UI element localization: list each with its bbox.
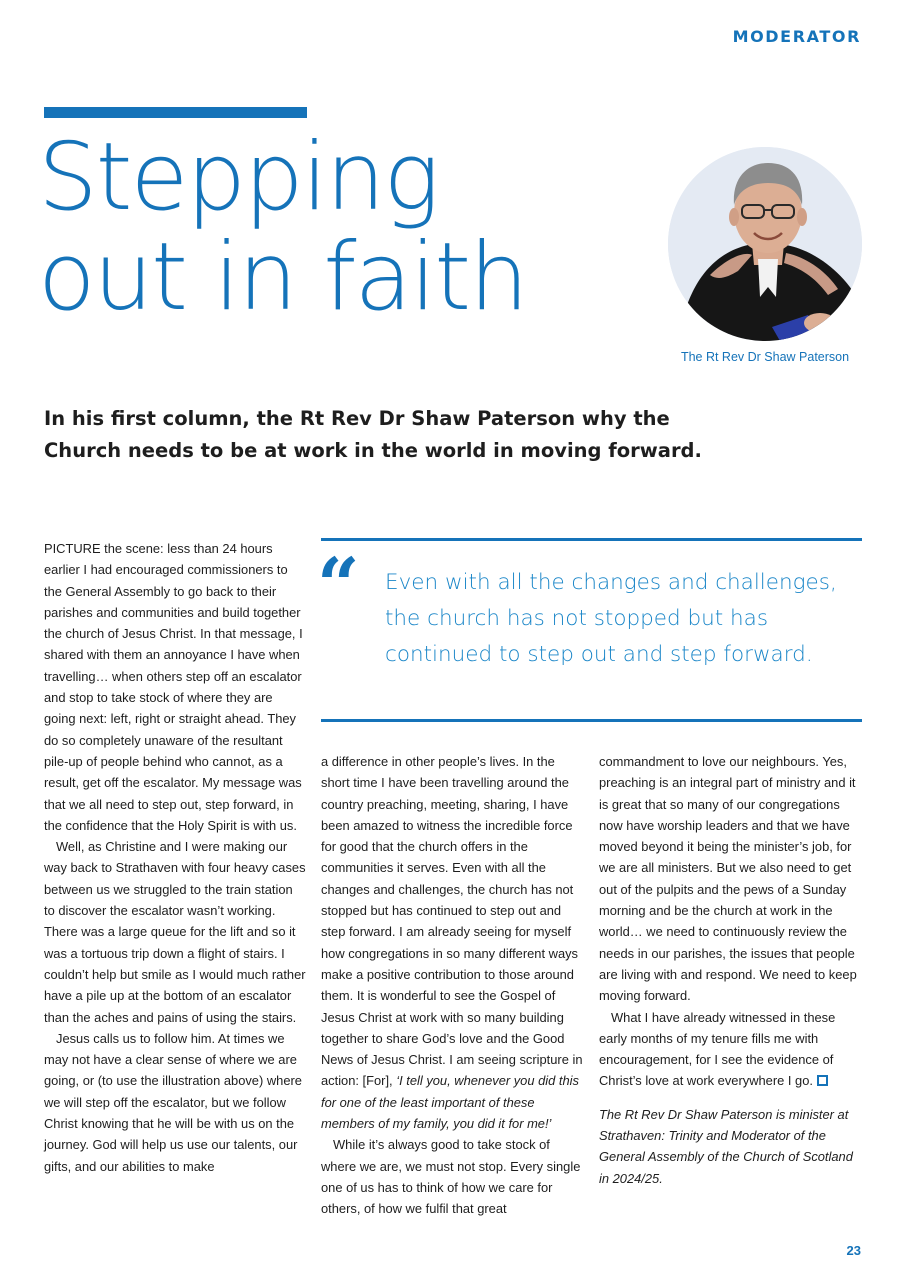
body-column-3 <box>599 751 862 1189</box>
title-accent-bar <box>44 107 307 118</box>
page-number: 23 <box>846 1243 861 1258</box>
body-paragraph: While it’s always good to take stock of where we are, we must not stop. Every single one of us has to think of how we care for others, of how we fulfil that great <box>321 1137 581 1217</box>
portrait-caption: The Rt Rev Dr Shaw Paterson <box>680 350 850 364</box>
body-text: What I have already witnessed in these early months of my tenure fills me with encouragement, for I see the evidence of Christ’s love at work everywhere I go. <box>599 1009 836 1089</box>
headline-line-2: out in faith <box>38 223 527 332</box>
body-text: a difference in other people’s lives. In the short time I have been travelling around the country preaching, meeting, sharing, I have been amazed to witness the incredible force for good that the church offers in the communities it serves. Even with all the changes and challenges, the church has not stopped but has continued to step out and step forward. I am already seeing for myself how congregations in so many different ways make a positive contribution to those around them. It is wonderful to see the Gospel of Jesus Christ at work with so many building together to share God’s love and the Good News of Jesus Christ. I am seeing scripture in action: [For], <box>321 754 583 1089</box>
body-column-1 <box>44 538 306 1177</box>
standfirst-line-2: Church needs to be at work in the world in moving forward. <box>44 439 702 462</box>
pull-quote-text: Even with all the changes and challenges, the church has not stopped but has continued to step out and step forward. <box>385 570 837 667</box>
headline <box>38 123 527 332</box>
section-tag: MODERATOR <box>732 27 861 46</box>
moderator-portrait <box>668 147 862 341</box>
body-paragraph: Well, as Christine and I were making our way back to Strathaven with four heavy cases between us we struggled to the train station to discover the escalator wasn’t working. There was a large queue for the lift and so it was a tortuous trip down a flight of stairs. I couldn’t help but smile as I would much rather have a pile up at the bottom of an escalator than the aches and pains of using the stairs. <box>44 839 306 1025</box>
standfirst-line-1: In his first column, the Rt Rev Dr Shaw Paterson why the <box>44 407 670 430</box>
portrait-illustration <box>668 147 862 341</box>
body-paragraph <box>321 751 584 1134</box>
scripture-quote: ‘I tell you, whenever you did this for one of the least important of these members of my family, you did it for me!’ <box>321 1073 579 1132</box>
body-paragraph <box>599 1007 862 1092</box>
quote-mark-icon: “ <box>317 543 360 629</box>
author-bio: The Rt Rev Dr Shaw Paterson is minister at Strathaven: Trinity and Moderator of the General Assembly of the Church of Scotland in 2024/25. <box>599 1106 853 1186</box>
standfirst <box>44 403 704 467</box>
end-mark-icon <box>817 1075 828 1086</box>
body-paragraph: Jesus calls us to follow him. At times we may not have a clear sense of where we are going, or (to use the illustration above) where we will step off the escalator, but we follow Christ knowing that he will be with us on the journey. God will help us use our talents, our gifts, and our abilities to make <box>44 1030 302 1174</box>
body-paragraph: PICTURE the scene: less than 24 hours earlier I had encouraged commissioners to the General Assembly to go back to their parishes and communities and build together the church of Jesus Christ. In that message, I shared with them an annoyance I have when travelling… when others step off an escalator and stop to take stock of where they are going next: left, right or straight ahead. They do so completely unaware of the resultant pile-up of people behind who cannot, as a result, get off the escalator. My message was that we all need to step out, step forward, in the confidence that the Holy Spirit is with us. <box>44 541 303 833</box>
body-paragraph: commandment to love our neighbours. Yes, preaching is an integral part of ministry and it is great that so many of our congregations now have worship leaders and that we have moved beyond it being the minister’s job, for we are all ministers. But we also need to get out of the pulpits and the pews of a Sunday morning and be the church at work in the world… we need to continuously review the needs in our parishes, the issues that people are living with and respond. We need to keep moving forward. <box>599 754 857 1004</box>
body-column-2 <box>321 751 584 1220</box>
headline-line-1: Stepping <box>38 123 438 232</box>
pull-quote <box>317 538 862 722</box>
